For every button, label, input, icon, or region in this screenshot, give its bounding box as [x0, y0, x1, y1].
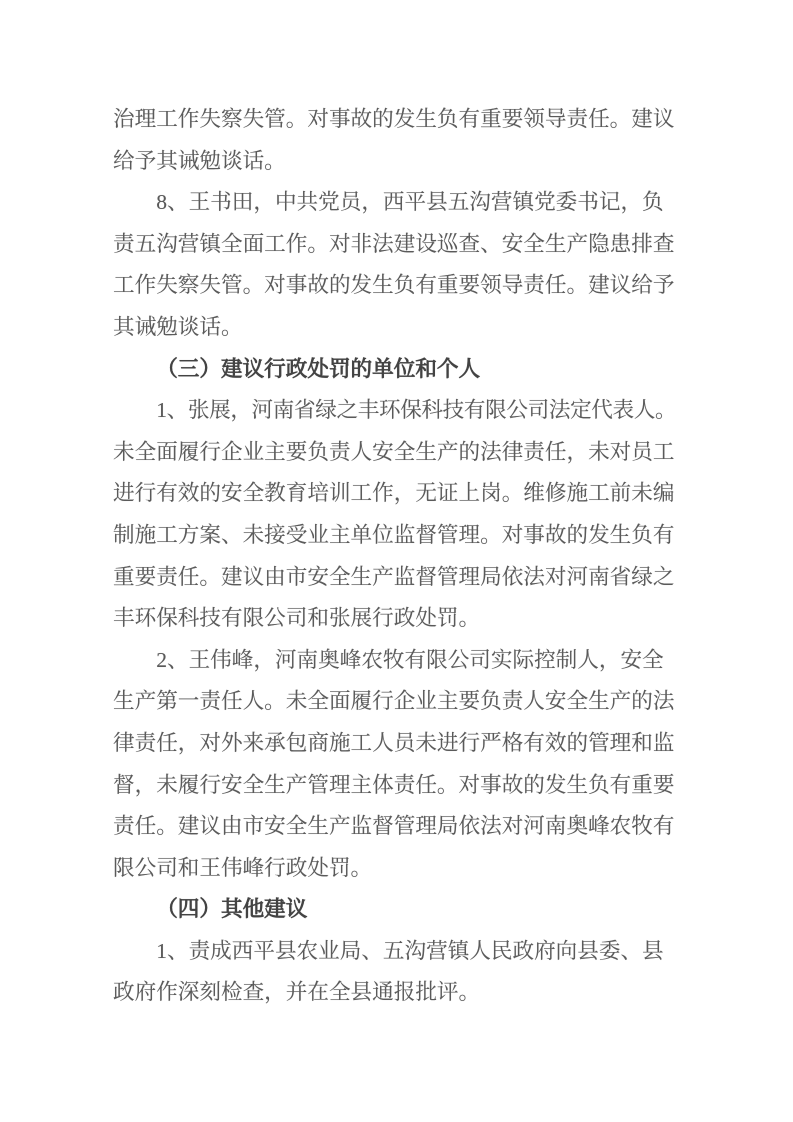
text-line: 治理工作失察失管。对事故的发生负有重要领导责任。建议	[113, 107, 675, 131]
text-line: 1、责成西平县农业局、五沟营镇人民政府向县委、县	[156, 938, 664, 963]
text-line: 督，未履行安全生产管理主体责任。对事故的发生负有重要	[113, 772, 675, 797]
text-line: 责五沟营镇全面工作。对非法建设巡查、安全生产隐患排查	[113, 231, 675, 256]
text-line: 制施工方案、未接受业主单位监督管理。对事故的发生负有	[113, 522, 675, 547]
text-line: 生产第一责任人。未全面履行企业主要负责人安全生产的法	[113, 689, 675, 714]
text-line: 政府作深刻检查，并在全县通报批评。	[113, 980, 481, 1005]
text-line: 工作失察失管。对事故的发生负有重要领导责任。建议给予	[113, 273, 675, 298]
text-line: 其诫勉谈话。	[113, 314, 243, 339]
text-line: 8、王书田，中共党员，西平县五沟营镇党委书记，负	[156, 190, 664, 215]
text-line: 限公司和王伟峰行政处罚。	[113, 855, 373, 880]
text-line: 未全面履行企业主要负责人安全生产的法律责任，未对员工	[113, 439, 675, 464]
text-line: 1、张展，河南省绿之丰环保科技有限公司法定代表人。	[156, 398, 677, 423]
text-line: 责任。建议由市安全生产监督管理局依法对河南奥峰农牧有	[113, 814, 675, 839]
section-heading: （三）建议行政处罚的单位和个人	[156, 356, 481, 381]
text-line: 进行有效的安全教育培训工作，无证上岗。维修施工前未编	[113, 481, 675, 506]
text-line: 律责任，对外来承包商施工人员未进行严格有效的管理和监	[113, 730, 675, 755]
section-heading: （四）其他建议	[156, 897, 308, 922]
text-line: 给予其诫勉谈话。	[113, 148, 286, 173]
text-line: 重要责任。建议由市安全生产监督管理局依法对河南省绿之	[113, 564, 675, 589]
text-line: 丰环保科技有限公司和张展行政处罚。	[113, 606, 481, 631]
text-line: 2、王伟峰，河南奥峰农牧有限公司实际控制人，安全	[156, 647, 664, 672]
page-content	[113, 99, 676, 1014]
